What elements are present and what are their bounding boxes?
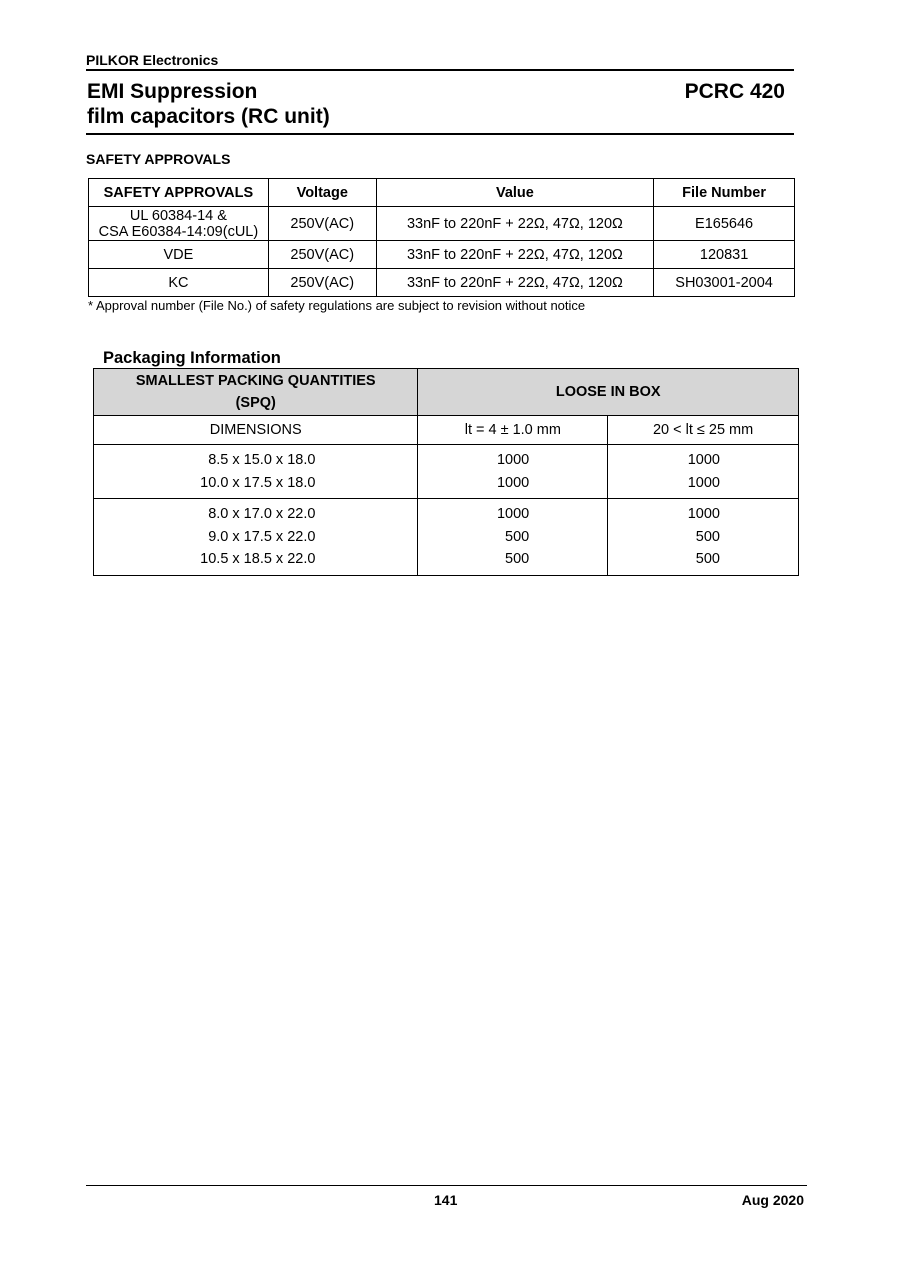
- quantity-value: 500: [695, 528, 720, 545]
- document-title: [87, 79, 330, 129]
- safety-section-title: SAFETY APPROVALS: [86, 151, 231, 167]
- dimension-value: 10.5 x 18.5 x 22.0: [200, 551, 316, 567]
- lead-length-header-2: 20 < lt ≤ 25 mm: [608, 416, 799, 445]
- header-rule: [86, 69, 794, 71]
- value-cell: 33nF to 220nF + 22Ω, 47Ω, 120Ω: [376, 241, 653, 269]
- dimensions-cell: [94, 499, 418, 576]
- quantity-cell: [608, 499, 799, 576]
- dimension-value: 10.0 x 17.5 x 18.0: [200, 474, 316, 491]
- spq-header: [94, 369, 418, 416]
- table-row: [89, 269, 795, 297]
- spq-header-line: (SPQ): [235, 395, 276, 411]
- dimensions-header: DIMENSIONS: [94, 416, 418, 445]
- packaging-header-row: [94, 369, 799, 416]
- value-cell: 33nF to 220nF + 22Ω, 47Ω, 120Ω: [376, 207, 653, 241]
- loose-in-box-header: LOOSE IN BOX: [418, 369, 799, 416]
- packaging-table: [93, 368, 799, 576]
- footer-date: Aug 2020: [741, 1192, 804, 1208]
- voltage-cell: 250V(AC): [268, 241, 376, 269]
- file-number-cell: E165646: [654, 207, 795, 241]
- company-name: PILKOR Electronics: [86, 52, 219, 68]
- dimension-value: 8.0 x 17.0 x 22.0: [208, 506, 316, 522]
- part-number: PCRC 420: [684, 80, 785, 103]
- quantity-value: 1000: [496, 452, 530, 468]
- table-row: [94, 499, 799, 576]
- safety-approvals-table: [88, 178, 795, 297]
- value-cell: 33nF to 220nF + 22Ω, 47Ω, 120Ω: [376, 269, 653, 297]
- spq-header-line: SMALLEST PACKING QUANTITIES: [135, 373, 376, 389]
- title-line-1: EMI Suppression: [87, 80, 258, 103]
- approval-cell: [89, 207, 269, 241]
- title-rule: [86, 133, 794, 135]
- voltage-cell: 250V(AC): [268, 269, 376, 297]
- quantity-value: 1000: [687, 474, 720, 491]
- approval-cell: VDE: [89, 241, 269, 269]
- dimensions-header-row: [94, 416, 799, 445]
- dimension-value: 8.5 x 15.0 x 18.0: [208, 452, 316, 468]
- voltage-cell: 250V(AC): [268, 207, 376, 241]
- col-header-file-number: File Number: [654, 179, 795, 207]
- quantity-value: 500: [695, 551, 720, 567]
- table-header-row: [89, 179, 795, 207]
- table-row: [94, 445, 799, 499]
- title-line-2: film capacitors (RC unit): [87, 105, 330, 128]
- packaging-section-title: Packaging Information: [103, 349, 281, 367]
- dimensions-cell: [94, 445, 418, 499]
- table-row: [89, 207, 795, 241]
- quantity-value: 1000: [496, 506, 530, 522]
- approval-cell: KC: [89, 269, 269, 297]
- approval-line: CSA E60384-14:09(cUL): [98, 223, 259, 240]
- approval-line: UL 60384-14 &: [129, 207, 227, 224]
- quantity-value: 500: [505, 528, 530, 545]
- quantity-value: 1000: [687, 506, 720, 522]
- quantity-value: 1000: [496, 474, 530, 491]
- file-number-cell: SH03001-2004: [654, 269, 795, 297]
- quantity-value: 1000: [687, 452, 720, 468]
- col-header-value: Value: [376, 179, 653, 207]
- quantity-cell: [418, 445, 608, 499]
- dimension-value: 9.0 x 17.5 x 22.0: [208, 528, 316, 545]
- page-number: 141: [434, 1192, 458, 1208]
- lead-length-header-1: lt = 4 ± 1.0 mm: [418, 416, 608, 445]
- footer-rule: [86, 1185, 807, 1186]
- file-number-cell: 120831: [654, 241, 795, 269]
- quantity-value: 500: [505, 551, 530, 567]
- col-header-approvals: SAFETY APPROVALS: [89, 179, 269, 207]
- col-header-voltage: Voltage: [268, 179, 376, 207]
- approval-note: * Approval number (File No.) of safety regulations are subject to revision without notice: [88, 298, 586, 313]
- quantity-cell: [608, 445, 799, 499]
- quantity-cell: [418, 499, 608, 576]
- table-row: [89, 241, 795, 269]
